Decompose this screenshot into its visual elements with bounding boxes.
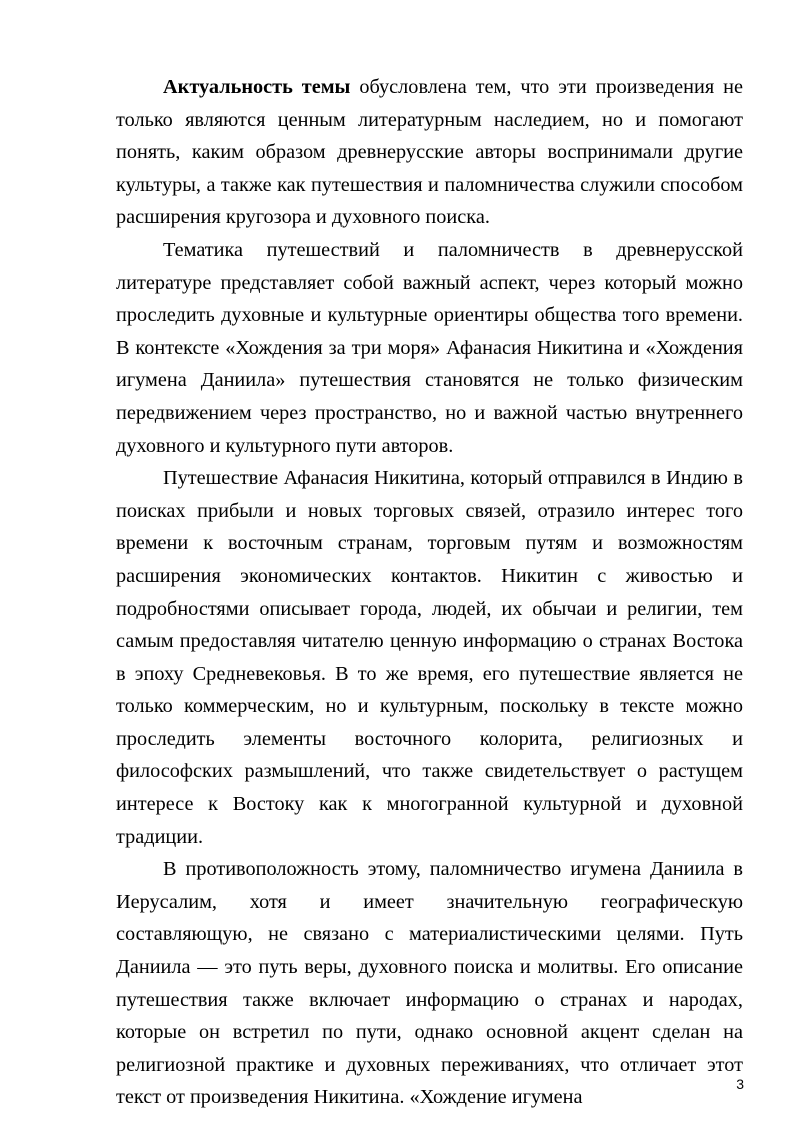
- paragraph-lead-bold: Актуальность темы: [163, 76, 351, 98]
- paragraph-text: В противоположность этому, паломничество игумена Даниила в Иерусалим, хотя и имеет значительную географическую составляющую, не связано с материалистическими целями. Путь Даниила — это путь веры, духовного поиска и молитвы. Его описание путешествия также включает информацию о странах и народах, которые он встретил по пути, однако основной акцент сделан на религиозной практике и духовных переживаниях, что отличает этот текст от произведения Никитина. «Хождение игумена: [116, 858, 743, 1109]
- paragraph-text: Тематика путешествий и паломничеств в древнерусской литературе представляет собой важный аспект, через который можно проследить духовные и культурные ориентиры общества того времени. В контексте «Хождения за три моря» Афанасия Никитина и «Хождения игумена Даниила» путешествия становятся не только физическим передвижением через пространство, но и важной частью внутреннего духовного и культурного пути авторов.: [116, 238, 743, 457]
- paragraph-relevance: [116, 71, 743, 234]
- paragraph-text: Путешествие Афанасия Никитина, который отправился в Индию в поисках прибыли и новых торговых связей, отразило интерес того времени к восточным странам, торговым путям и возможностям расширения экономических контактов. Никитин с живостью и подробностями описывает города, людей, их обычаи и религии, тем самым предоставляя читателю ценную информацию о странах Востока в эпоху Средневековья. В то же время, его путешествие является не только коммерческим, но и культурным, поскольку в тексте можно проследить элементы восточного колорита, религиозных и философских размышлений, что также свидетельствует о растущем интересе к Востоку как к многогранной культурной и духовной традиции.: [116, 467, 743, 848]
- paragraph-text: обусловлена тем, что эти произведения не только являются ценным литературным наследием, но и помогают понять, каким образом древнерусские авторы воспринимали другие культуры, а также как путешествия и паломничества служили способом расширения кругозора и духовного поиска.: [116, 76, 743, 229]
- paragraph-travel-theme: [116, 234, 743, 462]
- document-body: [116, 71, 743, 1114]
- paragraph-daniil: [116, 853, 743, 1114]
- paragraph-nikitin: [116, 462, 743, 853]
- page-number: 3: [736, 1076, 744, 1092]
